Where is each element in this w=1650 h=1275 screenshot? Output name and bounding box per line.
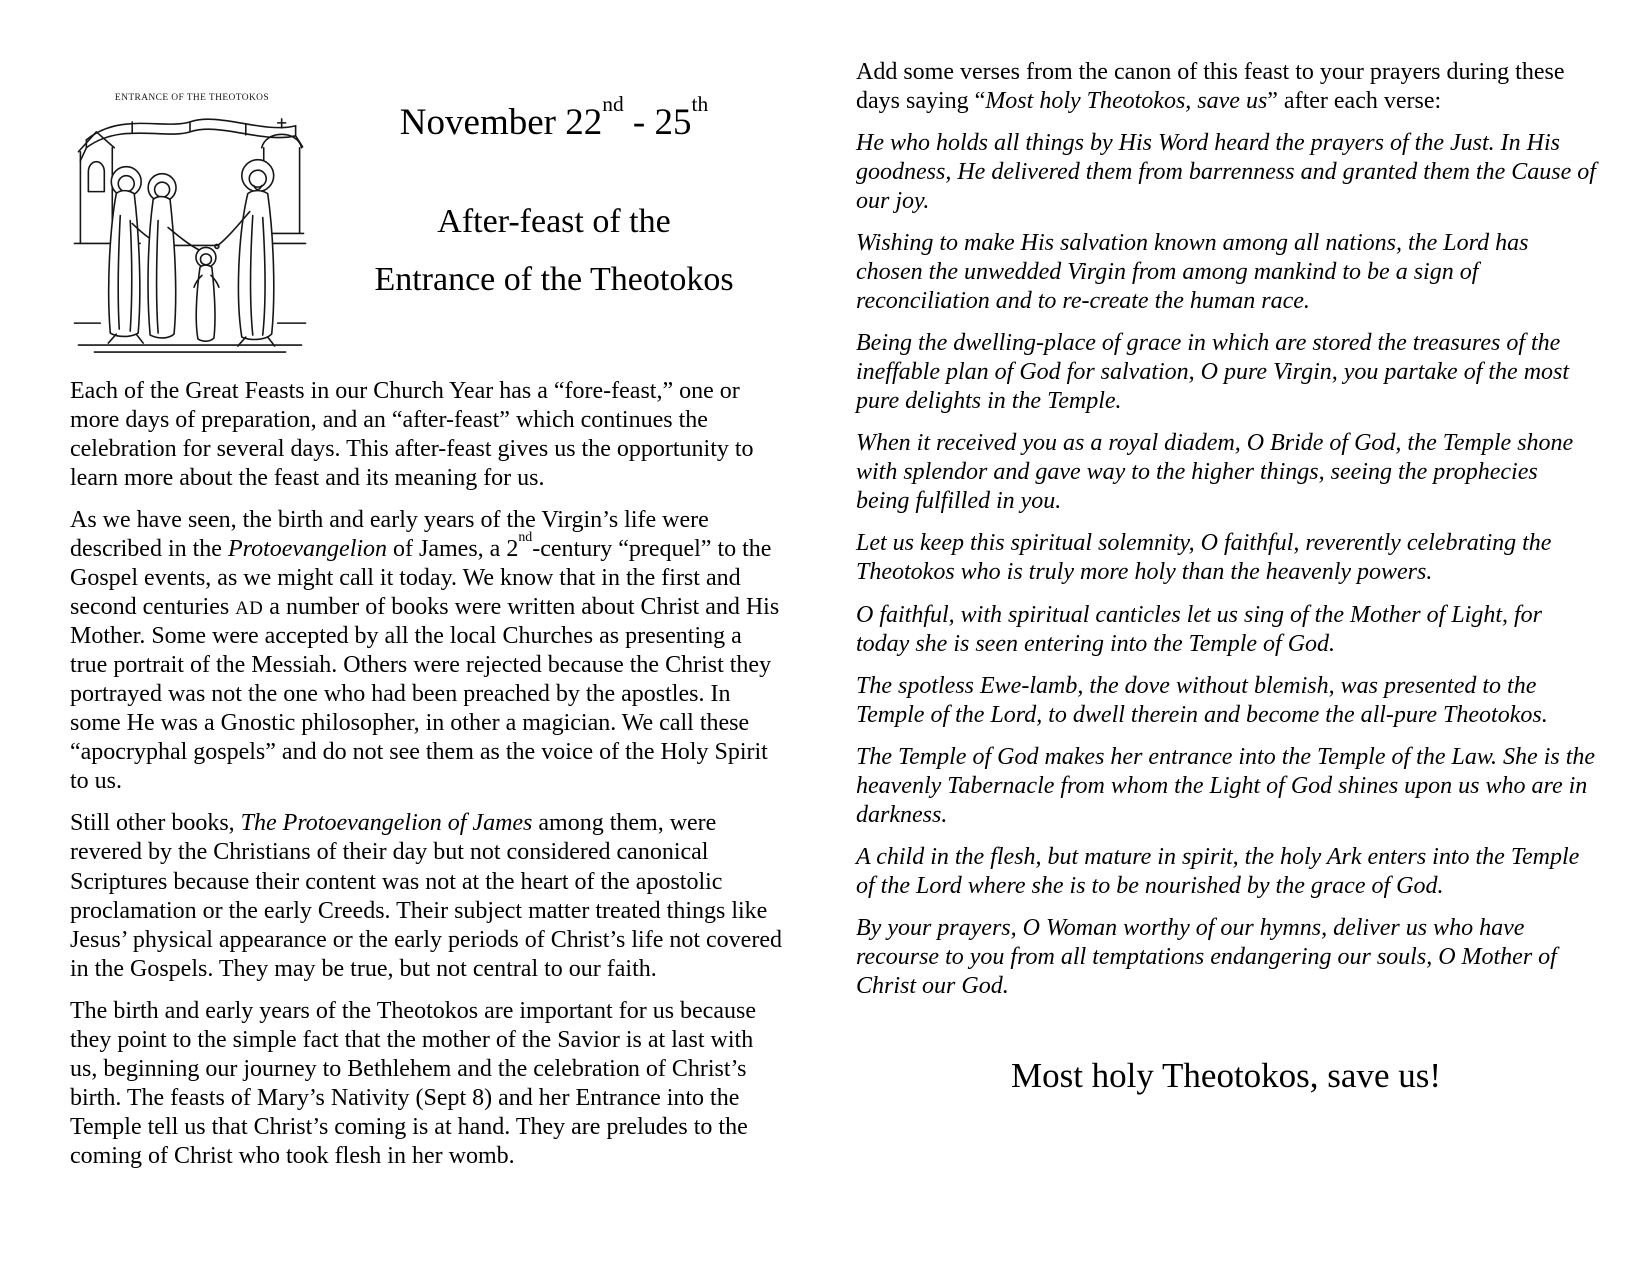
left-column-body [70, 377, 784, 1171]
canon-verse: He who holds all things by His Word heard the prayers of the Just. In His goodness, He delivered them from barrenness and granted them the Cause of our joy. [856, 130, 1596, 215]
canon-verse: Wishing to make His salvation known among all nations, the Lord has chosen the unwedded Virgin from among mankind to be a sign of reconciliation and to re-create the human race. [856, 230, 1529, 315]
date-text: - 25 [623, 102, 692, 143]
entrance-of-theotokos-icon [70, 86, 310, 360]
date-text: November 22 [399, 102, 603, 143]
title-block [324, 60, 784, 360]
right-column [856, 58, 1596, 1095]
closing-refrain: Most holy Theotokos, save us! [1010, 1055, 1442, 1095]
page-title [324, 193, 784, 310]
canon-intro-paragraph: Add some verses from the canon of this feast to your prayers during these days saying “Most holy Theotokos, save us” after each verse: [856, 59, 1565, 115]
canon-verse: By your prayers, O Woman worthy of our hymns, deliver us who have recourse to you from all temptations endangering our souls, O Mother of Christ our God. [856, 914, 1557, 999]
canon-verse: A child in the flesh, but mature in spirit, the holy Ark enters into the Temple of the Lord where she is to be nourished by the grace of God. [856, 843, 1580, 899]
page-title-line2: Entrance of the Theotokos [374, 261, 734, 299]
date-ordinal: nd [602, 92, 624, 117]
date-range-title [324, 92, 784, 143]
left-column [70, 60, 784, 1184]
canon-verse: O faithful, with spiritual canticles let us sing of the Mother of Light, for today she is seen entering into the Temple of God. [856, 601, 1543, 657]
body-paragraph: Still other books, The Protoevangelion of James among them, were revered by the Christians of their day but not considered canonical Scriptures because their content was not at the heart of the apostolic proclamation or the early Creeds. Their subject matter treated things like Jesus’ physical appearance or the early periods of Christ’s life not covered in the Gospels. They may be true, but not central to our faith. [70, 810, 782, 982]
date-ordinal: th [691, 92, 709, 117]
canon-verse: When it received you as a royal diadem, O Bride of God, the Temple shone with splendor and gave way to the higher things, seeing the prophecies being fulfilled in you. [856, 430, 1574, 515]
canon-verse: Being the dwelling-place of grace in which are stored the treasures of the ineffable plan of God for salvation, O pure Virgin, you partake of the most pure delights in the Temple. [856, 330, 1570, 415]
canon-verse: The spotless Ewe-lamb, the dove without blemish, was presented to the Temple of the Lord, to dwell therein and become the all-pure Theotokos. [856, 672, 1548, 728]
icon-illustration [70, 86, 310, 360]
icon-caption: ENTRANCE OF THE THEOTOKOS [114, 92, 270, 103]
header [70, 60, 784, 360]
body-paragraph: As we have seen, the birth and early years of the Virgin’s life were described in the Protoevangelion of James, a 2nd-century “prequel” to the Gospel events, as we might call it today. We know that in the first and second centuries AD a number of books were written about Christ and His Mother. Some were accepted by all the local Churches as presenting a true portrait of the Messiah. Others were rejected because the Christ they portrayed was not the one who had been preached by the apostles. In some He was a Gnostic philosopher, in other a magician. We call these “apocryphal gospels” and do not see them as the voice of the Holy Spirit to us. [70, 507, 780, 795]
canon-verse: Let us keep this spiritual solemnity, O faithful, reverently celebrating the Theotokos who is truly more holy than the heavenly powers. [856, 530, 1552, 586]
body-paragraph: The birth and early years of the Theotokos are important for us because they point to the simple fact that the mother of the Savior is at last with us, beginning our journey to Bethlehem and the celebration of Christ’s birth. The feasts of Mary’s Nativity (Sept 8) and her Entrance into the Temple tell us that Christ’s coming is at hand. They are preludes to the coming of Christ who took flesh in her womb. [70, 997, 756, 1169]
body-paragraph: Each of the Great Feasts in our Church Year has a “fore-feast,” one or more days of preparation, and an “after-feast” which continues the celebration for several days. This after-feast gives us the opportunity to learn more about the feast and its meaning for us. [70, 378, 754, 492]
canon-verse: The Temple of God makes her entrance into the Temple of the Law. She is the heavenly Tabernacle from whom the Light of God shines upon us who are in darkness. [856, 743, 1596, 828]
page-title-line1: After-feast of the [437, 203, 671, 240]
